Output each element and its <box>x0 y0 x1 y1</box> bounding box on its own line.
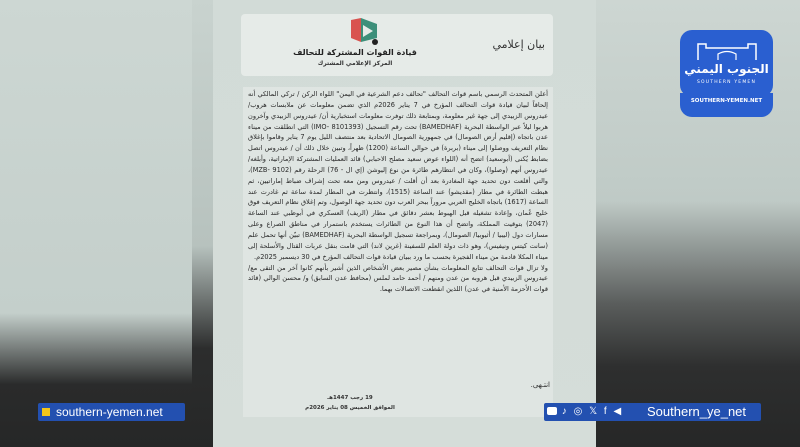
brand-url: SOUTHERN-YEMEN.NET <box>680 93 773 117</box>
statement-text <box>248 89 548 295</box>
website-badge[interactable] <box>38 403 185 421</box>
website-text: southern-yemen.net <box>56 405 163 419</box>
coalition-logo-icon <box>347 16 381 46</box>
date-gregorian: الموافق الخميس 08 يناير 2026م <box>305 405 395 411</box>
brand-name-en: SOUTHERN YEMEN <box>696 80 757 85</box>
paragraph: ولا تزال قوات التحالف تتابع المعلومات بشأن مصير بعض الأشخاص الذين أشير بأنهم كانوا آخر من التقى مع/ عيدروس الزبيدي قبل هروبه من عدن ومنهم / أحمد حامد لملس (محافظ عدن السابق) و/ محسن الوالي (قائد قوات الأحزمة الأمنية في عدن) اللذين انقطعت الاتصالات بهما. <box>248 263 548 294</box>
square-bullet-icon <box>42 408 50 416</box>
social-icons <box>547 403 623 421</box>
facebook-icon[interactable]: f <box>603 406 609 417</box>
x-icon[interactable]: 𝕏 <box>589 406 600 417</box>
tiktok-icon[interactable]: ♪ <box>561 406 569 417</box>
org-name: قيادة القوات المشتركة للتحالف <box>293 48 417 57</box>
org-subtitle: المركز الإعلامي المشترك <box>317 60 393 67</box>
instagram-icon[interactable]: ◎ <box>573 406 585 417</box>
blurred-background-left <box>0 0 192 447</box>
statement-ending: انتـهى. <box>530 381 550 389</box>
paragraph: أعلن المتحدث الرسمي باسم قوات التحالف "تحالف دعم الشرعية في اليمن" اللواء الركن / تركي المالكي أنه إلحاقاً لبيان قيادة قوات التحالف المؤرخ في 7 يناير 2026م الذي تضمن معلومات عن ملابسات هروب/ عيدروس الزبيدي إلى جهة غير معلومة، وبمتابعة ذلك توفرت معلومات استخبارية أن/ عيدروس الزبيدي وآخرون هربوا ليلاً عبر الواسطة البحرية (BAMEDHAF) تحت رقم التسجيل (IMO- 8101393) التي انطلقت من ميناء عدن باتجاه (إقليم أرض الصومال) في جمهورية الصومال الاتحادية بعد منتصف الليل يوم 7 يناير وقاموا بإغلاق نظام التعريف ووصلوا إلى ميناء (بربرة) في حوالي الساعة (1200) ظهراً، وتبين خلال ذلك أن / عيدروس اتصل بضابط يُكنى (أبوسعيد) اتضح أنه (اللواء عوض سعيد مصلح الاحبابي) قائد العمليات المشتركة الإماراتية، وأبلغه/ عيدروس أنهم (وصلوا)، وكان في انتظارهم طائرة من نوع إليوشن (إي ال - 76) الرحلة رقم (9102 -MZB)، والتي أقلعت دون تحديد جهة المغادرة بعد أن أقلت / عيدروس ومن معه تحت إشراف ضباط إماراتيين، ثم هبطت الطائرة في مطار (مقديشو) عند الساعة (1515)، وانتظرت في المطار لمدة ساعة ثم غادرت عند الساعة (1617) باتجاه الخليج العربي مروراً ببحر العرب دون تحديد جهة الوصول، وتم إغلاق نظام التعريف فوق خليج عُمان، وإعادة تشغيله قبل الهبوط بعشر دقائق في مطار (الريف) العسكري في أبوظبي عند الساعة (2047) بتوقيت المملكة، واتضح أن هذا النوع من الطائرات يستخدم باستمرار في مناطق الصراع وعلى مسارات دول (ليبيا / أثيوبيا/ الصومال)، وبمراجعة تسجيل الواسطة البحرية (BAMEDHAF) تبيّن أنها تحمل علم (سانت كيتس ونيفيس)، وهو ذات دولة العلم للسفينة (غرين لاند) التي قامت بنقل عربات القتال والأسلحة إلى ميناء المكلا قادمة من ميناء الفجيرة بحسب ما ورد ببيان قيادة قوات التحالف المؤرخ في 30 ديسمبر 2025م. <box>248 90 549 261</box>
brand-logo <box>680 30 773 97</box>
statement-label: بيان إعلامي <box>492 38 545 51</box>
social-handle: Southern_ye_net <box>647 404 747 419</box>
date-hijri: 19 رجب 1447هـ <box>327 395 373 401</box>
fortress-icon <box>696 40 758 62</box>
youtube-icon[interactable] <box>547 407 557 415</box>
brand-name-ar: الجنوب اليمني <box>684 62 769 76</box>
telegram-icon[interactable]: ◀ <box>613 406 624 417</box>
social-badge[interactable] <box>544 403 761 421</box>
